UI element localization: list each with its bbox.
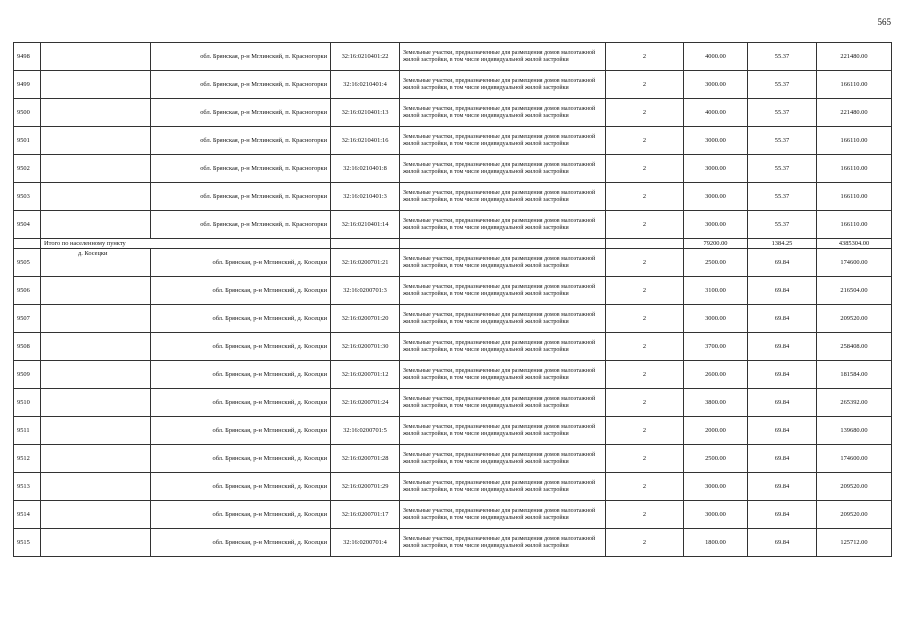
- settlement-cell: [41, 211, 151, 239]
- row-number: 9500: [14, 99, 41, 127]
- address-cell: обл. Брянская, р-н Мглинский, п. Красногорки: [151, 43, 331, 71]
- land-use-cell: Земельные участки, предназначенные для размещения домов малоэтажной жилой застройки, в том числе индивидуальной жилой застройки: [400, 277, 606, 305]
- address-cell: обл. Брянская, р-н Мглинский, д. Косецки: [151, 277, 331, 305]
- settlement-cell: [41, 99, 151, 127]
- total-value: 4385304.00: [817, 239, 892, 249]
- address-cell: обл. Брянская, р-н Мглинский, д. Косецки: [151, 417, 331, 445]
- category-cell: 2: [606, 529, 684, 557]
- table-row: [14, 501, 892, 529]
- address-cell: обл. Брянская, р-н Мглинский, п. Красногорки: [151, 211, 331, 239]
- land-use-cell: Земельные участки, предназначенные для размещения домов малоэтажной жилой застройки, в том числе индивидуальной жилой застройки: [400, 43, 606, 71]
- cadastral-number-cell: 32:16:0210401:14: [331, 211, 400, 239]
- cadastral-number-cell: 32:16:0210401:22: [331, 43, 400, 71]
- settlement-cell: [41, 127, 151, 155]
- row-number: 9511: [14, 417, 41, 445]
- rate-cell: 55.37: [748, 99, 817, 127]
- settlement-cell: [41, 277, 151, 305]
- row-number: 9503: [14, 183, 41, 211]
- cadastral-value-cell: 174600.00: [817, 445, 892, 473]
- land-use-cell: Земельные участки, предназначенные для размещения домов малоэтажной жилой застройки, в том числе индивидуальной жилой застройки: [400, 155, 606, 183]
- table-row: [14, 71, 892, 99]
- address-cell: обл. Брянская, р-н Мглинский, п. Красногорки: [151, 99, 331, 127]
- table-row: [14, 305, 892, 333]
- cadastral-value-cell: 258408.00: [817, 333, 892, 361]
- cadastral-number-cell: 32:16:0200701:17: [331, 501, 400, 529]
- address-cell: обл. Брянская, р-н Мглинский, д. Косецки: [151, 501, 331, 529]
- cadastral-value-cell: 265392.00: [817, 389, 892, 417]
- area-cell: 4000.00: [684, 99, 748, 127]
- table-row: [14, 529, 892, 557]
- settlement-cell: [41, 445, 151, 473]
- category-cell: 2: [606, 71, 684, 99]
- row-number: 9510: [14, 389, 41, 417]
- cadastral-number-cell: 32:16:0210401:3: [331, 183, 400, 211]
- row-number: 9499: [14, 71, 41, 99]
- area-cell: 1800.00: [684, 529, 748, 557]
- cadastral-value-cell: 166110.00: [817, 71, 892, 99]
- address-cell: обл. Брянская, р-н Мглинский, п. Красногорки: [151, 155, 331, 183]
- address-cell: обл. Брянская, р-н Мглинский, д. Косецки: [151, 473, 331, 501]
- address-cell: обл. Брянская, р-н Мглинский, п. Красногорки: [151, 71, 331, 99]
- cadastral-number-cell: 32:16:0200701:30: [331, 333, 400, 361]
- rate-cell: 69.84: [748, 501, 817, 529]
- table-row: [14, 361, 892, 389]
- rate-cell: 69.84: [748, 445, 817, 473]
- area-cell: 4000.00: [684, 43, 748, 71]
- row-number: 9498: [14, 43, 41, 71]
- table-row: [14, 445, 892, 473]
- area-cell: 3000.00: [684, 211, 748, 239]
- total-empty-cell: [400, 239, 606, 249]
- row-number: 9501: [14, 127, 41, 155]
- address-cell: обл. Брянская, р-н Мглинский, д. Косецки: [151, 529, 331, 557]
- cadastral-value-cell: 174600.00: [817, 249, 892, 277]
- total-empty-cell: [606, 239, 684, 249]
- cadastral-value-cell: 181584.00: [817, 361, 892, 389]
- land-use-cell: Земельные участки, предназначенные для размещения домов малоэтажной жилой застройки, в том числе индивидуальной жилой застройки: [400, 473, 606, 501]
- area-cell: 2500.00: [684, 249, 748, 277]
- table-row: [14, 127, 892, 155]
- address-cell: обл. Брянская, р-н Мглинский, д. Косецки: [151, 361, 331, 389]
- cadastral-number-cell: 32:16:0200701:28: [331, 445, 400, 473]
- rate-cell: 69.84: [748, 305, 817, 333]
- cadastral-number-cell: 32:16:0200701:24: [331, 389, 400, 417]
- address-cell: обл. Брянская, р-н Мглинский, п. Красногорки: [151, 127, 331, 155]
- land-use-cell: Земельные участки, предназначенные для размещения домов малоэтажной жилой застройки, в том числе индивидуальной жилой застройки: [400, 211, 606, 239]
- land-use-cell: Земельные участки, предназначенные для размещения домов малоэтажной жилой застройки, в том числе индивидуальной жилой застройки: [400, 501, 606, 529]
- row-number: 9505: [14, 249, 41, 277]
- area-cell: 3000.00: [684, 473, 748, 501]
- cadastral-value-cell: 166110.00: [817, 211, 892, 239]
- address-cell: обл. Брянская, р-н Мглинский, д. Косецки: [151, 249, 331, 277]
- category-cell: 2: [606, 501, 684, 529]
- table-row: [14, 389, 892, 417]
- settlement-cell: [41, 43, 151, 71]
- category-cell: 2: [606, 361, 684, 389]
- area-cell: 3000.00: [684, 501, 748, 529]
- cadastral-value-cell: 166110.00: [817, 183, 892, 211]
- cadastral-value-cell: 209520.00: [817, 305, 892, 333]
- cadastral-number-cell: 32:16:0200701:29: [331, 473, 400, 501]
- settlement-cell: [41, 71, 151, 99]
- row-number: 9513: [14, 473, 41, 501]
- row-number: 9502: [14, 155, 41, 183]
- cadastral-number-cell: 32:16:0200701:12: [331, 361, 400, 389]
- area-cell: 3000.00: [684, 183, 748, 211]
- settlement-cell: [41, 389, 151, 417]
- rate-cell: 55.37: [748, 155, 817, 183]
- land-use-cell: Земельные участки, предназначенные для размещения домов малоэтажной жилой застройки, в том числе индивидуальной жилой застройки: [400, 529, 606, 557]
- rate-cell: 69.84: [748, 277, 817, 305]
- land-use-cell: Земельные участки, предназначенные для размещения домов малоэтажной жилой застройки, в том числе индивидуальной жилой застройки: [400, 71, 606, 99]
- cadastral-number-cell: 32:16:0200701:21: [331, 249, 400, 277]
- rate-cell: 55.37: [748, 43, 817, 71]
- area-cell: 2500.00: [684, 445, 748, 473]
- category-cell: 2: [606, 99, 684, 127]
- row-number: 9512: [14, 445, 41, 473]
- category-cell: 2: [606, 155, 684, 183]
- total-row: [14, 239, 892, 249]
- address-cell: обл. Брянская, р-н Мглинский, д. Косецки: [151, 305, 331, 333]
- cadastral-number-cell: 32:16:0200701:4: [331, 529, 400, 557]
- settlement-name: д. Косецки: [78, 250, 108, 257]
- row-number: 9514: [14, 501, 41, 529]
- area-cell: 3000.00: [684, 305, 748, 333]
- table-row: [14, 277, 892, 305]
- cadastral-number-cell: 32:16:0210401:8: [331, 155, 400, 183]
- category-cell: 2: [606, 127, 684, 155]
- rate-cell: 69.84: [748, 361, 817, 389]
- row-number: 9504: [14, 211, 41, 239]
- row-number: 9508: [14, 333, 41, 361]
- category-cell: 2: [606, 43, 684, 71]
- area-cell: 2600.00: [684, 361, 748, 389]
- page-number: 565: [877, 17, 891, 27]
- row-number: 9515: [14, 529, 41, 557]
- cadastral-value-cell: 139680.00: [817, 417, 892, 445]
- total-num-cell: [14, 239, 41, 249]
- category-cell: 2: [606, 445, 684, 473]
- table-row: [14, 333, 892, 361]
- cadastral-number-cell: 32:16:0210401:4: [331, 71, 400, 99]
- table-row: [14, 183, 892, 211]
- settlement-cell: [41, 333, 151, 361]
- land-use-cell: Земельные участки, предназначенные для размещения домов малоэтажной жилой застройки, в том числе индивидуальной жилой застройки: [400, 361, 606, 389]
- rate-cell: 55.37: [748, 183, 817, 211]
- land-use-cell: Земельные участки, предназначенные для размещения домов малоэтажной жилой застройки, в том числе индивидуальной жилой застройки: [400, 445, 606, 473]
- area-cell: 3800.00: [684, 389, 748, 417]
- total-rate: 1384.25: [748, 239, 817, 249]
- cadastral-value-cell: 166110.00: [817, 127, 892, 155]
- address-cell: обл. Брянская, р-н Мглинский, п. Красногорки: [151, 183, 331, 211]
- total-area: 79200.00: [684, 239, 748, 249]
- rate-cell: 69.84: [748, 389, 817, 417]
- cadastral-number-cell: 32:16:0200701:5: [331, 417, 400, 445]
- table-row: [14, 99, 892, 127]
- land-use-cell: Земельные участки, предназначенные для размещения домов малоэтажной жилой застройки, в том числе индивидуальной жилой застройки: [400, 417, 606, 445]
- settlement-cell: [41, 183, 151, 211]
- table-body: [14, 43, 892, 557]
- cadastral-number-cell: 32:16:0210401:16: [331, 127, 400, 155]
- total-label: Итого по населенному пункту: [41, 239, 331, 249]
- area-cell: 3000.00: [684, 155, 748, 183]
- category-cell: 2: [606, 305, 684, 333]
- settlement-cell: [41, 305, 151, 333]
- cadastral-value-cell: 166110.00: [817, 155, 892, 183]
- table-row: [14, 43, 892, 71]
- rate-cell: 69.84: [748, 473, 817, 501]
- land-use-cell: Земельные участки, предназначенные для размещения домов малоэтажной жилой застройки, в том числе индивидуальной жилой застройки: [400, 389, 606, 417]
- settlement-cell: [41, 249, 151, 277]
- table-row: [14, 473, 892, 501]
- cadastral-number-cell: 32:16:0210401:13: [331, 99, 400, 127]
- rate-cell: 69.84: [748, 249, 817, 277]
- cadastral-value-cell: 125712.00: [817, 529, 892, 557]
- cadastral-value-cell: 216504.00: [817, 277, 892, 305]
- settlement-cell: [41, 501, 151, 529]
- area-cell: 3000.00: [684, 127, 748, 155]
- land-use-cell: Земельные участки, предназначенные для размещения домов малоэтажной жилой застройки, в том числе индивидуальной жилой застройки: [400, 305, 606, 333]
- category-cell: 2: [606, 211, 684, 239]
- address-cell: обл. Брянская, р-н Мглинский, д. Косецки: [151, 333, 331, 361]
- settlement-cell: [41, 473, 151, 501]
- rate-cell: 69.84: [748, 529, 817, 557]
- area-cell: 3100.00: [684, 277, 748, 305]
- table-row: [14, 211, 892, 239]
- settlement-cell: [41, 361, 151, 389]
- category-cell: 2: [606, 277, 684, 305]
- settlement-cell: [41, 529, 151, 557]
- land-use-cell: Земельные участки, предназначенные для размещения домов малоэтажной жилой застройки, в том числе индивидуальной жилой застройки: [400, 183, 606, 211]
- row-number: 9507: [14, 305, 41, 333]
- table-row: [14, 155, 892, 183]
- address-cell: обл. Брянская, р-н Мглинский, д. Косецки: [151, 389, 331, 417]
- rate-cell: 69.84: [748, 333, 817, 361]
- cadastral-value-cell: 209520.00: [817, 473, 892, 501]
- rate-cell: 55.37: [748, 71, 817, 99]
- cadastral-value-cell: 221480.00: [817, 99, 892, 127]
- cadastral-number-cell: 32:16:0200701:20: [331, 305, 400, 333]
- category-cell: 2: [606, 473, 684, 501]
- row-number: 9509: [14, 361, 41, 389]
- land-use-cell: Земельные участки, предназначенные для размещения домов малоэтажной жилой застройки, в том числе индивидуальной жилой застройки: [400, 333, 606, 361]
- category-cell: 2: [606, 249, 684, 277]
- cadastral-number-cell: 32:16:0200701:3: [331, 277, 400, 305]
- category-cell: 2: [606, 417, 684, 445]
- land-use-cell: Земельные участки, предназначенные для размещения домов малоэтажной жилой застройки, в том числе индивидуальной жилой застройки: [400, 249, 606, 277]
- rate-cell: 55.37: [748, 127, 817, 155]
- row-number: 9506: [14, 277, 41, 305]
- settlement-cell: [41, 417, 151, 445]
- total-empty-cell: [331, 239, 400, 249]
- category-cell: 2: [606, 183, 684, 211]
- rate-cell: 55.37: [748, 211, 817, 239]
- table-row: [14, 417, 892, 445]
- land-registry-table: [13, 42, 892, 557]
- address-cell: обл. Брянская, р-н Мглинский, д. Косецки: [151, 445, 331, 473]
- land-use-cell: Земельные участки, предназначенные для размещения домов малоэтажной жилой застройки, в том числе индивидуальной жилой застройки: [400, 127, 606, 155]
- land-use-cell: Земельные участки, предназначенные для размещения домов малоэтажной жилой застройки, в том числе индивидуальной жилой застройки: [400, 99, 606, 127]
- cadastral-value-cell: 209520.00: [817, 501, 892, 529]
- cadastral-value-cell: 221480.00: [817, 43, 892, 71]
- settlement-cell: [41, 155, 151, 183]
- category-cell: 2: [606, 389, 684, 417]
- category-cell: 2: [606, 333, 684, 361]
- rate-cell: 69.84: [748, 417, 817, 445]
- table-row: [14, 249, 892, 277]
- area-cell: 2000.00: [684, 417, 748, 445]
- area-cell: 3700.00: [684, 333, 748, 361]
- area-cell: 3000.00: [684, 71, 748, 99]
